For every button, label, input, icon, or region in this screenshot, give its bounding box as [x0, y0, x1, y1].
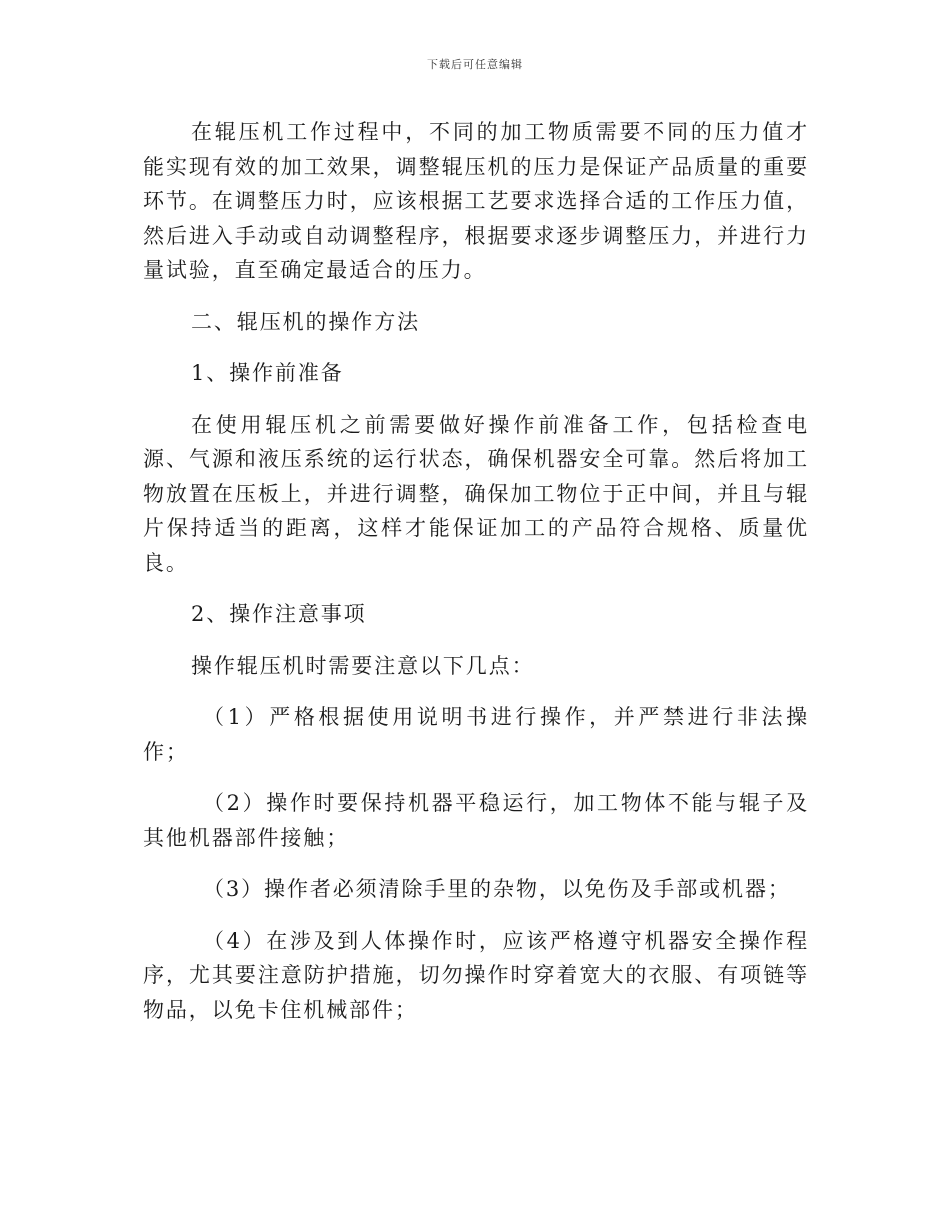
list-item-4: （4）在涉及到人体操作时，应该严格遵守机器安全操作程序，尤其要注意防护措施，切勿操作时穿着宽大的衣服、有项链等物品，以免卡住机械部件；	[143, 928, 809, 1022]
paragraph-precautions-intro: 操作辊压机时需要注意以下几点：	[191, 653, 535, 678]
section-heading-operation-method: 二、辊压机的操作方法	[191, 309, 420, 334]
subheading-preparation: 1、操作前准备	[191, 361, 344, 385]
document-body	[143, 115, 809, 1044]
paragraph-pressure-adjustment: 在辊压机工作过程中，不同的加工物质需要不同的压力值才能实现有效的加工效果，调整辊压机的压力是保证产品质量的重要环节。在调整压力时，应该根据工艺要求选择合适的工作压力值，然后进入手动或自动调整程序，根据要求逐步调整压力，并进行力量试验，直至确定最适合的压力。	[143, 120, 809, 282]
paragraph-preparation: 在使用辊压机之前需要做好操作前准备工作，包括检查电源、气源和液压系统的运行状态，确保机器安全可靠。然后将加工物放置在压板上，并进行调整，确保加工物位于正中间，并且与辊片保持适当的距离，这样才能保证加工的产品符合规格、质量优良。	[143, 412, 809, 575]
list-item-2: （2）操作时要保持机器平稳运行，加工物体不能与辊子及其他机器部件接触；	[143, 791, 809, 850]
list-item-1: （1）严格根据使用说明书进行操作，并严禁进行非法操作；	[143, 705, 809, 764]
page-header: 下载后可任意编辑	[427, 58, 523, 71]
list-item-3: （3）操作者必须清除手里的杂物，以免伤及手部或机器；	[203, 877, 791, 901]
subheading-precautions: 2、操作注意事项	[191, 602, 367, 626]
